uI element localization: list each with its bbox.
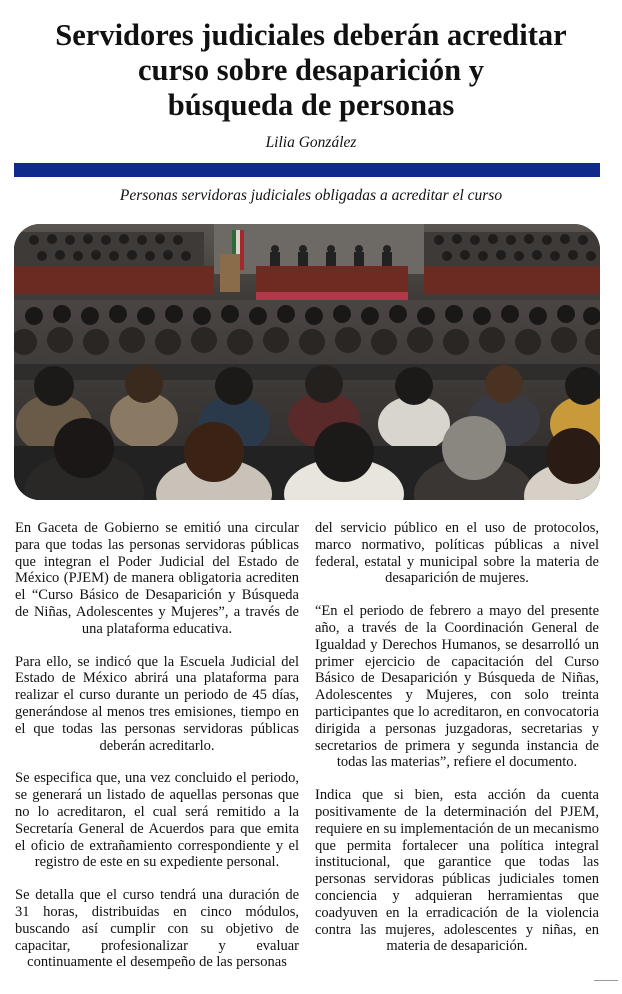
headline-line: búsqueda de personas bbox=[167, 88, 455, 122]
body-paragraph: Indica que si bien, esta acción da cuenta positivamente de la determinación del PJEM, requiere en su implementación de un mecanismo que permita fortalecer una política integral institucional, que garantice que todas las personas servidoras públicas judiciales tomen conciencia y adquieran herramientas que coadyuven en la erradicación de la violencia contra las mujeres, adolescentes y niñas, en materia de desaparición. bbox=[315, 787, 599, 955]
body-column-right bbox=[315, 520, 599, 971]
body-paragraph: Para ello, se indicó que la Escuela Judicial del Estado de México abrirá una plataforma para realizar el curso durante un periodo de 45 días, generándose al menos tres emisiones, tiempo en el que todas las personas servidoras públicas deberán acreditarlo. bbox=[15, 653, 299, 754]
photo-caption: Personas servidoras judiciales obligadas a acreditar el curso bbox=[119, 187, 503, 204]
conference-audience-photo bbox=[14, 224, 600, 500]
body-paragraph: “En el periodo de febrero a mayo del presente año, a través de la Coordinación General de Igualdad y Derechos Humanos, se desarrolló un primer ejercicio de capacitación del Curso Básico de Desaparición y Búsqueda de Niñas, Adolescentes y Mujeres, con solo treinta participantes que lo acreditaron, en convocatoria dirigida a personas juzgadoras, secretarias y secretarios de primera y segunda instancia de todas las materias”, refiere el documento. bbox=[315, 603, 599, 771]
headline-line: curso sobre desaparición y bbox=[138, 53, 484, 87]
headline-line: Servidores judiciales deberán acreditar bbox=[55, 18, 567, 52]
body-paragraph: Se especifica que, una vez concluido el periodo, se generará un listado de aquellas personas que no lo acreditaron, el cual será remitido a la Secretaría General de Acuerdos para que emita el oficio de extrañamiento correspondiente y el registro de este en su expediente personal. bbox=[15, 770, 299, 871]
author-byline: Lilia González bbox=[265, 134, 357, 151]
section-divider bbox=[14, 163, 600, 177]
body-column-left bbox=[15, 520, 299, 987]
body-paragraph: Se detalla que el curso tendrá una duración de 31 horas, distribuidas en cinco módulos, buscando así cumplir con su objetivo de capacitar, profesionalizar y evaluar continuamente el desempeño de las personas bbox=[15, 887, 299, 971]
body-paragraph: del servicio público en el uso de protocolos, marco normativo, políticas públicas a nivel federal, estatal y municipal sobre la materia de desaparición de mujeres. bbox=[315, 520, 599, 587]
page-corner-mark bbox=[594, 980, 618, 981]
body-paragraph: En Gaceta de Gobierno se emitió una circular para que todas las personas servidoras públicas que integran el Poder Judicial del Estado de México (PJEM) de manera obligatoria acrediten el “Curso Básico de Desaparición y Búsqueda de Niñas, Adolescentes y Mujeres”, a través de una plataforma educativa. bbox=[15, 520, 299, 637]
headline bbox=[14, 18, 608, 123]
